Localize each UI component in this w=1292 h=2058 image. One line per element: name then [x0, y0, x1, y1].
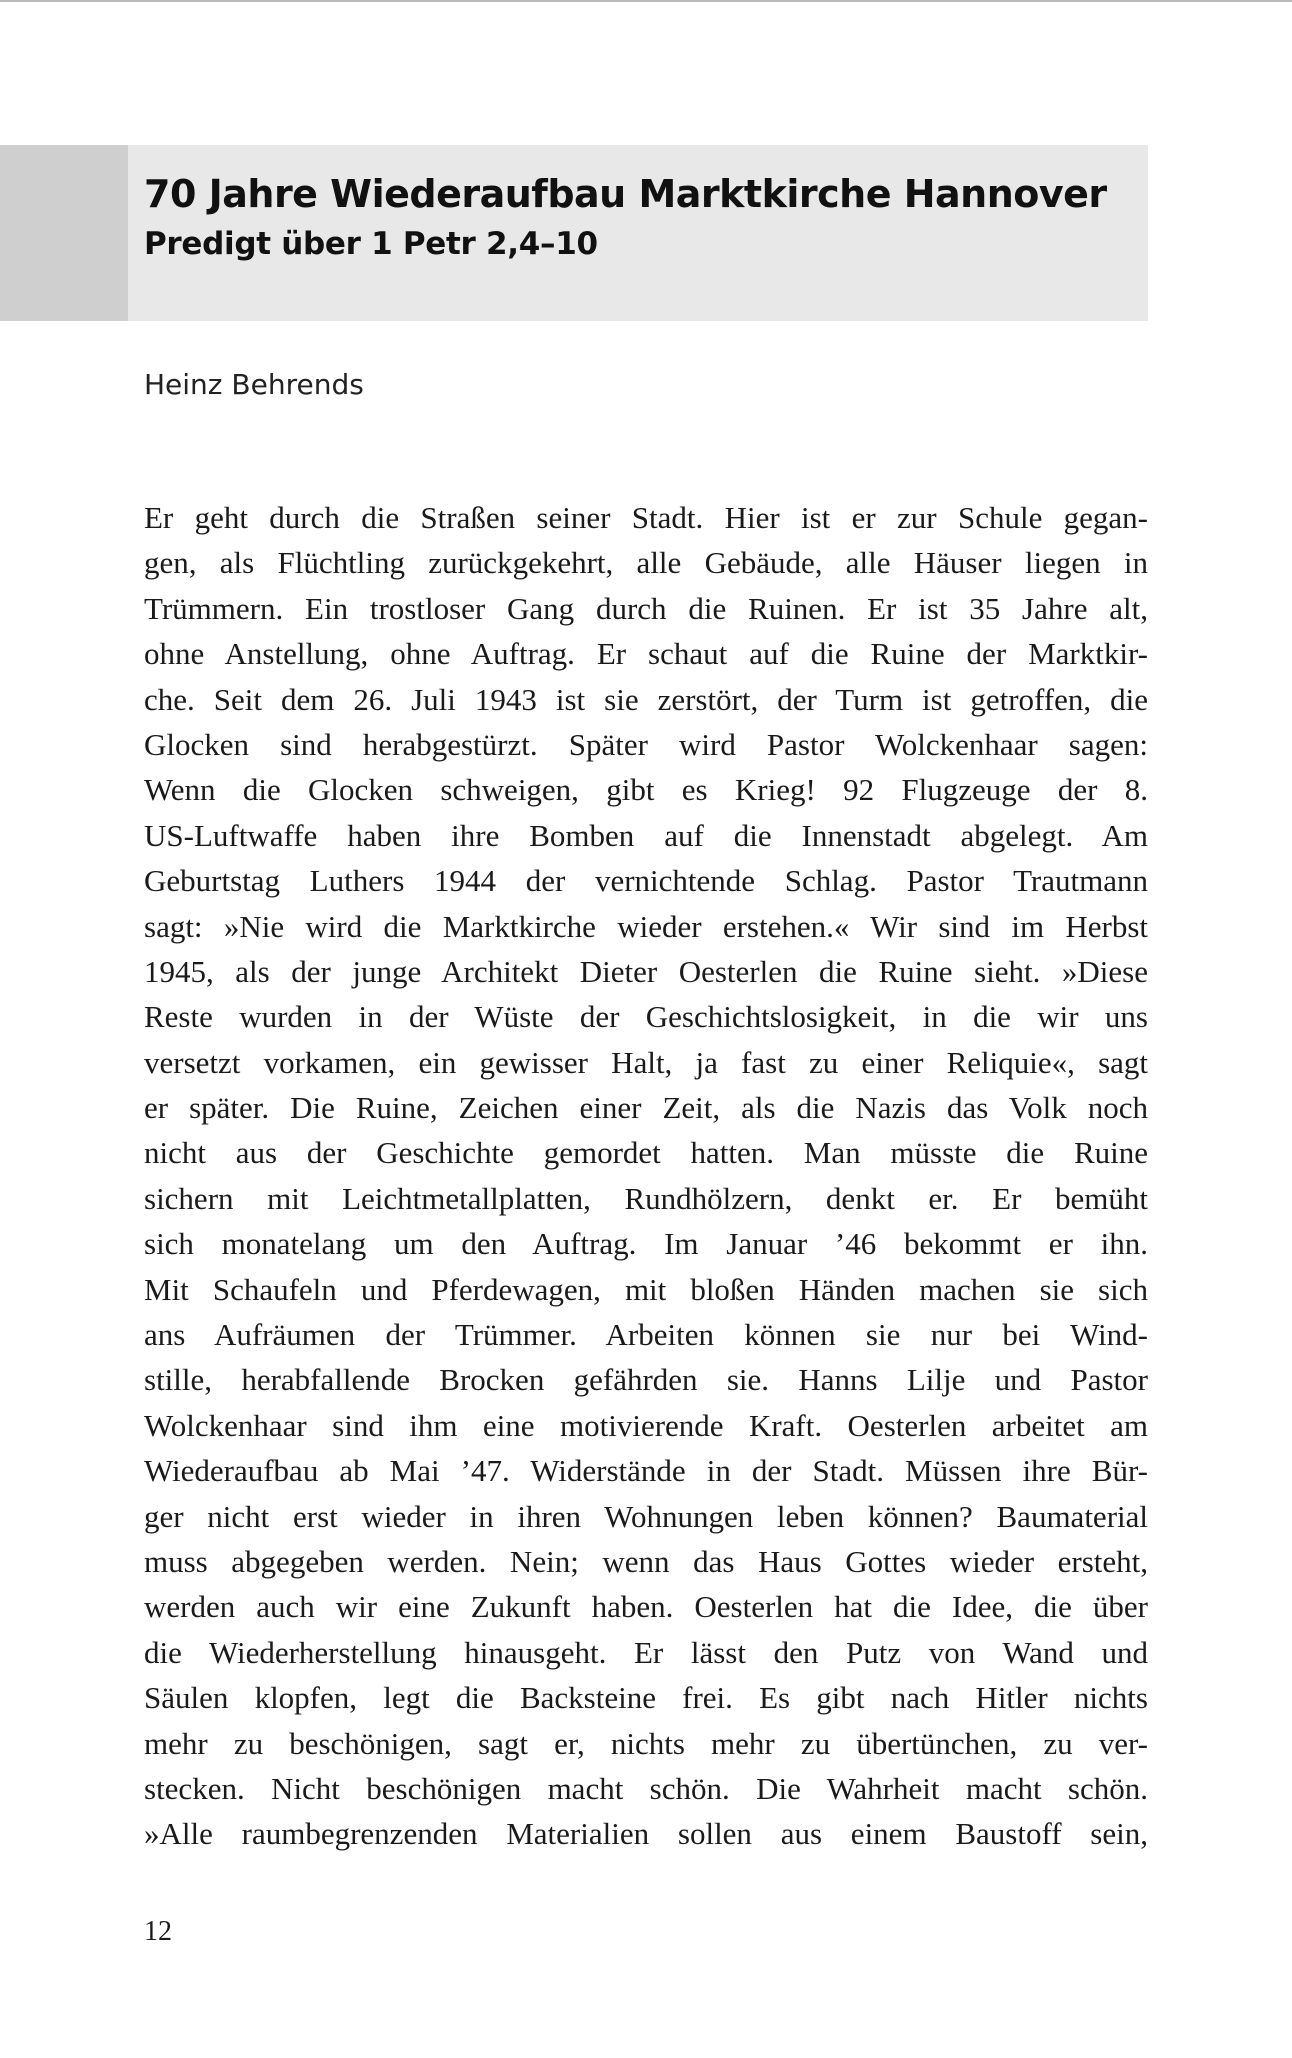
- text-line: stille, herabfallende Brocken gefährden sie. Hanns Lilje und Pastor: [144, 1362, 1148, 1398]
- text-line: Trümmern. Ein trostloser Gang durch die Ruinen. Er ist 35 Jahre alt,: [144, 590, 1148, 626]
- text-line: 1945, als der junge Architekt Dieter Oesterlen die Ruine sieht. »Diese: [144, 953, 1148, 989]
- text-line: Glocken sind herabgestürzt. Später wird Pastor Wolckenhaar sagen:: [144, 726, 1148, 762]
- text-line: Wiederaufbau ab Mai ’47. Widerstände in der Stadt. Müssen ihre Bür-: [144, 1453, 1148, 1489]
- text-line: Er geht durch die Straßen seiner Stadt. Hier ist er zur Schule gegan-: [144, 500, 1148, 535]
- chapter-subtitle: Predigt über 1 Petr 2,4–10: [144, 226, 598, 262]
- text-line: werden auch wir eine Zukunft haben. Oesterlen hat die Idee, die über: [144, 1589, 1148, 1625]
- text-line: ohne Anstellung, ohne Auftrag. Er schaut auf die Ruine der Marktkir-: [144, 636, 1148, 672]
- text-line: mehr zu beschönigen, sagt er, nichts mehr zu übertünchen, zu ver-: [144, 1725, 1148, 1761]
- text-line: muss abgegeben werden. Nein; wenn das Haus Gottes wieder ersteht,: [144, 1543, 1148, 1579]
- chapter-header: [0, 145, 1148, 321]
- text-line: Wenn die Glocken schweigen, gibt es Krieg! 92 Flugzeuge der 8.: [144, 772, 1148, 808]
- text-line: er später. Die Ruine, Zeichen einer Zeit, als die Nazis das Volk noch: [144, 1090, 1148, 1126]
- text-line: Geburtstag Luthers 1944 der vernichtende Schlag. Pastor Trautmann: [144, 863, 1148, 899]
- text-line: sagt: »Nie wird die Marktkirche wieder erstehen.« Wir sind im Herbst: [144, 908, 1148, 944]
- text-line: sich monatelang um den Auftrag. Im Januar ’46 bekommt er ihn.: [144, 1226, 1148, 1262]
- text-line: Mit Schaufeln und Pferdewagen, mit bloßen Händen machen sie sich: [144, 1271, 1148, 1307]
- text-line: stecken. Nicht beschönigen macht schön. Die Wahrheit macht schön.: [144, 1770, 1148, 1806]
- text-line: nicht aus der Geschichte gemordet hatten. Man müsste die Ruine: [144, 1135, 1148, 1171]
- text-line: US-Luftwaffe haben ihre Bomben auf die Innenstadt abgelegt. Am: [144, 817, 1148, 853]
- text-line: gen, als Flüchtling zurückgekehrt, alle Gebäude, alle Häuser liegen in: [144, 545, 1148, 581]
- text-line: versetzt vorkamen, ein gewisser Halt, ja fast zu einer Reliquie«, sagt: [144, 1044, 1148, 1080]
- text-line: Säulen klopfen, legt die Backsteine frei. Es gibt nach Hitler nichts: [144, 1680, 1148, 1716]
- text-line: Reste wurden in der Wüste der Geschichtslosigkeit, in die wir uns: [144, 999, 1148, 1035]
- chapter-title: 70 Jahre Wiederaufbau Marktkirche Hannover: [144, 172, 1107, 216]
- text-line: ger nicht erst wieder in ihren Wohnungen leben können? Baumaterial: [144, 1498, 1148, 1534]
- text-line: ans Aufräumen der Trümmer. Arbeiten können sie nur bei Wind-: [144, 1317, 1148, 1353]
- text-line: »Alle raumbegrenzenden Materialien sollen aus einem Baustoff sein,: [144, 1816, 1148, 1852]
- header-accent-tab: [0, 145, 128, 321]
- text-line: die Wiederherstellung hinausgeht. Er lässt den Putz von Wand und: [144, 1634, 1148, 1670]
- text-line: che. Seit dem 26. Juli 1943 ist sie zerstört, der Turm ist getroffen, die: [144, 681, 1148, 717]
- text-line: sichern mit Leichtmetallplatten, Rundhölzern, denkt er. Er bemüht: [144, 1180, 1148, 1216]
- author-name: Heinz Behrends: [144, 368, 364, 401]
- top-border-rule: [0, 0, 1292, 2]
- page-number: 12: [144, 1916, 172, 1947]
- text-line: Wolckenhaar sind ihm eine motivierende Kraft. Oesterlen arbeitet am: [144, 1407, 1148, 1443]
- body-text: [144, 495, 1148, 1857]
